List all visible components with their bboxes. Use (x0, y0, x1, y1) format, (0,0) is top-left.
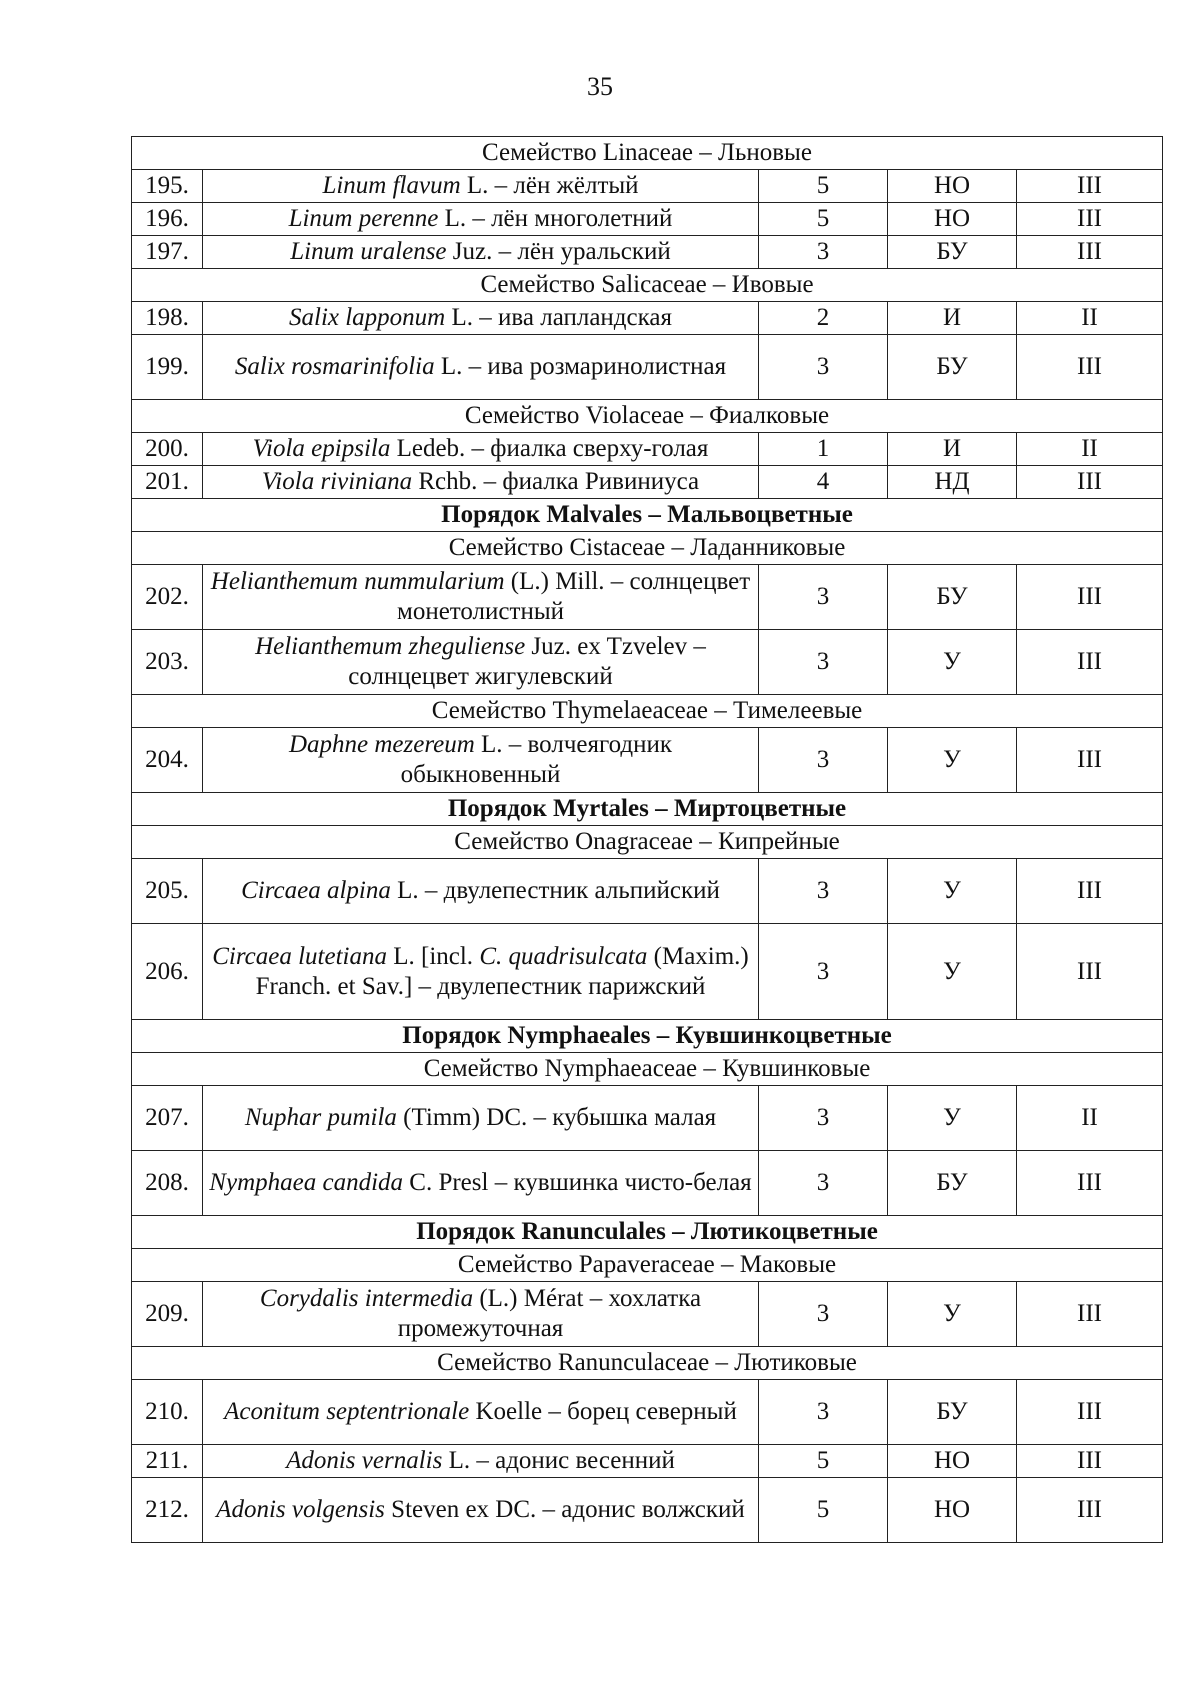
order-heading: Порядок Malvales – Мальвоцветные (132, 499, 1163, 532)
species-number: 195. (132, 170, 203, 203)
species-row (132, 433, 1163, 466)
priority-class: III (1017, 170, 1163, 203)
species-name (203, 924, 759, 1020)
name-text: L. – адонис весенний (442, 1447, 675, 1474)
rarity-category: 5 (759, 203, 888, 236)
table-body (132, 137, 1163, 1543)
species-number: 197. (132, 236, 203, 269)
family-header-row (132, 695, 1163, 728)
species-row (132, 236, 1163, 269)
name-text: L. – ива лапландская (445, 304, 672, 331)
name-text: L. – волчеягодник обыкновенный (400, 731, 673, 788)
family-heading: Семейство Cistaceae – Ладанниковые (132, 532, 1163, 565)
priority-class: III (1017, 1151, 1163, 1216)
status-code: БУ (888, 565, 1017, 630)
species-row (132, 1445, 1163, 1478)
species-row (132, 728, 1163, 793)
latin-name: Corydalis intermedia (259, 1285, 474, 1312)
family-header-row (132, 1347, 1163, 1380)
status-code: НО (888, 1478, 1017, 1543)
name-text: Koelle – борец северный (469, 1398, 737, 1425)
name-text: L. – ива розмаринолистная (434, 353, 727, 380)
priority-class: II (1017, 1086, 1163, 1151)
species-row (132, 1380, 1163, 1445)
rarity-category: 3 (759, 1086, 888, 1151)
species-row (132, 170, 1163, 203)
species-name (203, 335, 759, 400)
latin-name: Viola epipsila (252, 435, 391, 462)
name-text: Juz. ex Tzvelev – солнцецвет жигулевский (348, 633, 706, 690)
species-row (132, 1282, 1163, 1347)
family-header-row (132, 137, 1163, 170)
status-code: БУ (888, 1380, 1017, 1445)
latin-name: Nuphar pumila (244, 1104, 397, 1131)
rarity-category: 3 (759, 1282, 888, 1347)
species-number: 198. (132, 302, 203, 335)
species-number: 205. (132, 859, 203, 924)
species-row (132, 302, 1163, 335)
rarity-category: 3 (759, 1151, 888, 1216)
order-header-row (132, 793, 1163, 826)
rarity-category: 3 (759, 565, 888, 630)
latin-name: Adonis vernalis (286, 1447, 443, 1474)
priority-class: III (1017, 1282, 1163, 1347)
status-code: БУ (888, 335, 1017, 400)
priority-class: III (1017, 565, 1163, 630)
priority-class: II (1017, 433, 1163, 466)
rarity-category: 5 (759, 170, 888, 203)
name-text: C. Presl – кувшинка чисто-белая (403, 1169, 752, 1196)
latin-name: Adonis volgensis (216, 1496, 385, 1523)
family-heading: Семейство Salicaceae – Ивовые (132, 269, 1163, 302)
latin-name: Aconitum septentrionale (224, 1398, 470, 1425)
family-header-row (132, 1249, 1163, 1282)
species-name (203, 1445, 759, 1478)
status-code: НО (888, 203, 1017, 236)
order-header-row (132, 499, 1163, 532)
species-number: 211. (132, 1445, 203, 1478)
family-heading: Семейство Papaveraceae – Маковые (132, 1249, 1163, 1282)
family-heading: Семейство Ranunculaceae – Лютиковые (132, 1347, 1163, 1380)
priority-class: III (1017, 335, 1163, 400)
species-row (132, 1086, 1163, 1151)
species-number: 203. (132, 630, 203, 695)
family-heading: Семейство Onagraceae – Кипрейные (132, 826, 1163, 859)
name-text: Steven ex DC. – адонис волжский (384, 1496, 745, 1523)
species-name (203, 728, 759, 793)
name-text: L. – двулепестник альпийский (390, 877, 720, 904)
latin-name: Linum uralense (290, 238, 447, 265)
priority-class: III (1017, 1380, 1163, 1445)
rarity-category: 3 (759, 630, 888, 695)
species-number: 210. (132, 1380, 203, 1445)
priority-class: III (1017, 728, 1163, 793)
latin-name: Nymphaea candida (209, 1169, 404, 1196)
species-number: 196. (132, 203, 203, 236)
species-row (132, 335, 1163, 400)
priority-class: III (1017, 1478, 1163, 1543)
order-heading: Порядок Myrtales – Миртоцветные (132, 793, 1163, 826)
latin-name: Salix rosmarinifolia (234, 353, 435, 380)
species-name (203, 630, 759, 695)
order-header-row (132, 1020, 1163, 1053)
species-name (203, 1478, 759, 1543)
name-text: (Maxim.) Franch. et Sav.] – двулепестник парижский (255, 942, 749, 1000)
priority-class: III (1017, 630, 1163, 695)
status-code: БУ (888, 236, 1017, 269)
species-row (132, 924, 1163, 1020)
species-row (132, 1151, 1163, 1216)
priority-class: III (1017, 466, 1163, 499)
species-row (132, 466, 1163, 499)
family-header-row (132, 532, 1163, 565)
species-name (203, 236, 759, 269)
status-code: БУ (888, 1151, 1017, 1216)
priority-class: II (1017, 302, 1163, 335)
status-code: НД (888, 466, 1017, 499)
species-number: 204. (132, 728, 203, 793)
species-number: 207. (132, 1086, 203, 1151)
name-text: L. – лён жёлтый (460, 172, 639, 199)
latin-name: Viola riviniana (261, 468, 413, 495)
species-name (203, 565, 759, 630)
latin-name: Circaea alpina (241, 877, 391, 904)
status-code: И (888, 433, 1017, 466)
species-name (203, 302, 759, 335)
species-row (132, 1478, 1163, 1543)
status-code: У (888, 728, 1017, 793)
species-number: 202. (132, 565, 203, 630)
priority-class: III (1017, 1445, 1163, 1478)
family-header-row (132, 400, 1163, 433)
status-code: У (888, 924, 1017, 1020)
species-name (203, 433, 759, 466)
priority-class: III (1017, 236, 1163, 269)
name-text: Juz. – лён уральский (446, 238, 671, 265)
species-name (203, 859, 759, 924)
name-text: (L.) Mérat – хохлатка промежуточная (397, 1285, 702, 1342)
status-code: У (888, 1086, 1017, 1151)
name-text: (L.) Mill. – солнцецвет монетолистный (397, 568, 751, 625)
species-name (203, 1086, 759, 1151)
species-number: 206. (132, 924, 203, 1020)
status-code: НО (888, 1445, 1017, 1478)
name-text: Ledeb. – фиалка сверху-голая (390, 435, 709, 462)
species-number: 199. (132, 335, 203, 400)
order-heading: Порядок Ranunculales – Лютикоцветные (132, 1216, 1163, 1249)
status-code: НО (888, 170, 1017, 203)
status-code: У (888, 859, 1017, 924)
species-row (132, 565, 1163, 630)
species-name (203, 203, 759, 236)
latin-name: Circaea lutetiana (212, 942, 387, 970)
rarity-category: 3 (759, 859, 888, 924)
status-code: У (888, 630, 1017, 695)
order-header-row (132, 1216, 1163, 1249)
rarity-category: 1 (759, 433, 888, 466)
family-heading: Семейство Linaceae – Льновые (132, 137, 1163, 170)
status-code: И (888, 302, 1017, 335)
rarity-category: 3 (759, 236, 888, 269)
rarity-category: 5 (759, 1445, 888, 1478)
family-heading: Семейство Nymphaeaceae – Кувшинковые (132, 1053, 1163, 1086)
latin-name: C. quadrisulcata (479, 942, 648, 970)
latin-name: Linum flavum (322, 172, 461, 199)
family-header-row (132, 1053, 1163, 1086)
priority-class: III (1017, 924, 1163, 1020)
species-number: 201. (132, 466, 203, 499)
latin-name: Linum perenne (288, 205, 439, 232)
order-heading: Порядок Nymphaeales – Кувшинкоцветные (132, 1020, 1163, 1053)
page-number: 35 (587, 72, 613, 101)
rarity-category: 2 (759, 302, 888, 335)
name-text: L. [incl. (386, 942, 480, 970)
species-row (132, 859, 1163, 924)
rarity-category: 3 (759, 728, 888, 793)
latin-name: Salix lapponum (289, 304, 446, 331)
family-header-row (132, 269, 1163, 302)
name-text: L. – лён многолетний (438, 205, 673, 232)
priority-class: III (1017, 859, 1163, 924)
name-text: (Timm) DC. – кубышка малая (396, 1104, 717, 1131)
species-number: 209. (132, 1282, 203, 1347)
family-heading: Семейство Thymelaeaceae – Тимелеевые (132, 695, 1163, 728)
species-number: 200. (132, 433, 203, 466)
species-name (203, 1282, 759, 1347)
family-header-row (132, 826, 1163, 859)
species-row (132, 630, 1163, 695)
rarity-category: 3 (759, 1380, 888, 1445)
priority-class: III (1017, 203, 1163, 236)
family-heading: Семейство Violaceae – Фиалковые (132, 400, 1163, 433)
species-name (203, 1151, 759, 1216)
species-name (203, 466, 759, 499)
status-code: У (888, 1282, 1017, 1347)
rarity-category: 5 (759, 1478, 888, 1543)
species-table (131, 136, 1163, 1543)
species-number: 208. (132, 1151, 203, 1216)
species-row (132, 203, 1163, 236)
latin-name: Helianthemum nummularium (210, 568, 505, 595)
latin-name: Daphne mezereum (288, 731, 475, 758)
species-name (203, 170, 759, 203)
rarity-category: 3 (759, 335, 888, 400)
species-name (203, 1380, 759, 1445)
rarity-category: 4 (759, 466, 888, 499)
latin-name: Helianthemum zheguliense (255, 633, 526, 660)
name-text: Rchb. – фиалка Ривиниуса (412, 468, 700, 495)
rarity-category: 3 (759, 924, 888, 1020)
species-number: 212. (132, 1478, 203, 1543)
